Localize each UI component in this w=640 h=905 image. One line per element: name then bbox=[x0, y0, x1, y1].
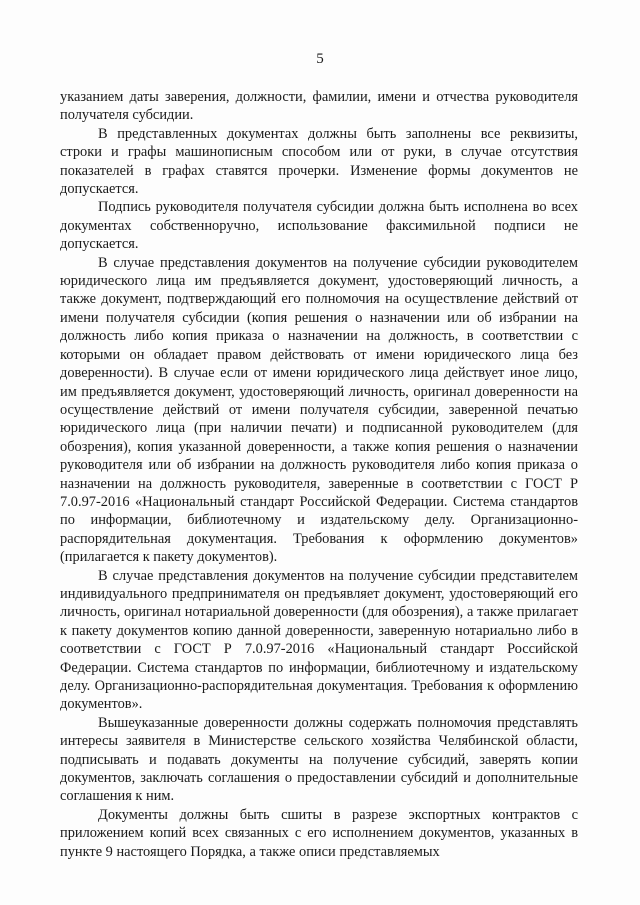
paragraph-1: указанием даты заверения, должности, фамилии, имени и отчества руководителя получателя субсидии. bbox=[60, 89, 578, 124]
paragraph-3: Подпись руководителя получателя субсидии должна быть исполнена во всех документах собственноручно, использование факсимильной подписи не допускается. bbox=[60, 199, 578, 253]
document-body bbox=[60, 88, 578, 861]
paragraph-7: Документы должны быть сшиты в разрезе экспортных контрактов с приложением копий всех связанных с его исполнением документов, указанных в пункте 9 настоящего Порядка, а также описи представляемых bbox=[60, 806, 578, 860]
paragraph-4: В случае представления документов на получение субсидии руководителем юридического лица им предъявляется документ, удостоверяющий личность, а также документ, подтверждающий его полномочия на осуществление действий от имени получателя субсидии (копия решения о назначении или об избрании на должность либо копия приказа о назначении на должность, в соответствии с которыми он обладает правом действовать от имени юридического лица без доверенности). В случае если от имени юридического лица действует иное лицо, им предъявляется документ, удостоверяющий личность, оригинал доверенности на осуществление действий от имени получателя субсидии, заверенной печатью юридического лица (при наличии печати) и подписанной руководителем (для обозрения), копия указанной доверенности, а также копия решения о назначении руководителя или об избрании на должность руководителя либо копия приказа о назначении на должность руководителя, заверенные в соответствии с ГОСТ Р 7.0.97-2016 «Национальный стандарт Российской Федерации. Система стандартов по информации, библиотечному и издательскому делу. Организационно-распорядительная документация. Требования к оформлению документов» (прилагается к пакету документов). bbox=[60, 254, 578, 566]
paragraph-6: Вышеуказанные доверенности должны содержать полномочия представлять интересы заявителя в Министерстве сельского хозяйства Челябинской области, подписывать и подавать документы на получение субсидий, заверять копии документов, заключать соглашения о предоставлении субсидий и дополнительные соглашения к ним. bbox=[60, 714, 578, 805]
page-number: 5 bbox=[316, 51, 324, 67]
paragraph-2: В представленных документах должны быть заполнены все реквизиты, строки и графы машинописным способом или от руки, в случае отсутствия показателей в графах ставятся прочерки. Изменение формы документов не допускается. bbox=[60, 125, 578, 198]
paragraph-5: В случае представления документов на получение субсидии представителем индивидуального предпринимателя он предъявляет документ, удостоверяющий его личность, оригинал нотариальной доверенности (для обозрения), а также прилагает к пакету документов копию данной доверенности, заверенную нотариально либо в соответствии с ГОСТ Р 7.0.97-2016 «Национальный стандарт Российской Федерации. Система стандартов по информации, библиотечному и издательскому делу. Организационно-распорядительная документация. Требования к оформлению документов». bbox=[60, 567, 578, 713]
